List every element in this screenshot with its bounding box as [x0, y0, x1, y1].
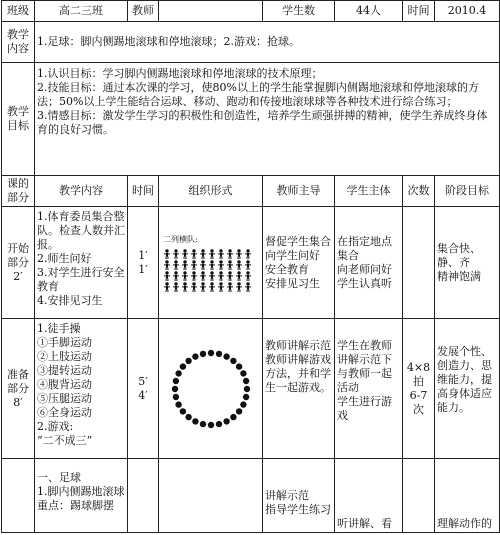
time-label: 时间: [403, 1, 435, 22]
student-figure-icon: [172, 249, 180, 259]
teacher-warmup: 教师讲解示范 教师讲解游戏方法，并和学生一起游戏。: [263, 319, 335, 459]
student-figure-icon: [208, 282, 216, 292]
student-figure-icon: [172, 282, 180, 292]
goals-row: [2, 63, 500, 176]
student-dot-icon: [230, 357, 236, 363]
student-dot-icon: [172, 393, 178, 399]
teacher-start: 督促学生集合 向学生问好 安全教育 安排见习生: [263, 207, 335, 319]
student-figure-icon: [235, 282, 243, 292]
student-figure-icon: [181, 260, 189, 270]
count-warmup: 4×8拍 6-7次: [403, 319, 435, 459]
student-figure-icon: [190, 282, 198, 292]
student-dot-icon: [179, 408, 185, 414]
col-time: 时间: [128, 176, 159, 207]
student-dot-icon: [207, 349, 213, 355]
student-dot-icon: [243, 385, 249, 391]
student-dot-icon: [199, 350, 205, 356]
student-dot-icon: [171, 385, 177, 391]
student-dot-icon: [242, 377, 248, 383]
student-figure-icon: [235, 271, 243, 281]
student-figure-icon: [226, 282, 234, 292]
student-dot-icon: [207, 421, 213, 427]
goals-text: 1.认识目标：学习脚内侧踢地滚球和停地滚球的技术原理； 2.技能目标：通过本次课的学习，使80%以上的学生能掌握脚内侧踢地滚球和停地滚球的方法；50%以上学生能结合运球、移动、跑动和传接地滚球球等各种技术进行综合练习； 3.情感目标：激发学生学习的积极性和创造性，培养学生顽强拼搏的精神，使学生养成终身体育的良好习惯。: [35, 63, 500, 176]
student-figure-icon: [163, 282, 171, 292]
class-label: 班级: [2, 1, 35, 22]
student-dot-icon: [185, 357, 191, 363]
formation-label: 二列横队:: [163, 235, 198, 244]
student-dot-icon: [230, 413, 236, 419]
section-row-start: [2, 207, 500, 319]
student-figure-icon: [172, 260, 180, 270]
student-figure-icon: [190, 260, 198, 270]
lesson-plan-table: [1, 0, 500, 533]
student-figure-icon: [199, 271, 207, 281]
student-dot-icon: [172, 377, 178, 383]
class-value: 高二三班: [35, 1, 128, 22]
teacher-main: 讲解示范 指导学生练习: [263, 459, 335, 533]
student-figure-icon: [181, 249, 189, 259]
goal-start: 集合快、静、齐 精神饱满: [435, 207, 500, 319]
content-warmup: 1.徒手操 ①手脚运动 ②上肢运动 ③提转运动 ④腹背运动 ⑤压腿运动 ⑥全身运动 2.游戏: “二不成三”: [35, 319, 128, 459]
students-value: 44人: [335, 1, 403, 22]
content-main: 一、足球 1.脚内侧踢地滚球 重点：踢球脚摆: [35, 459, 128, 533]
student-figure-icon: [235, 260, 243, 270]
student-dot-icon: [192, 418, 198, 424]
circle-formation: [166, 344, 256, 434]
section-row-main: [2, 459, 500, 533]
student-figure-icon: [199, 282, 207, 292]
student-dot-icon: [223, 418, 229, 424]
content-label: 教学 内容: [2, 22, 35, 63]
student-dot-icon: [240, 370, 246, 376]
part-warmup: 准备 部分 8′: [2, 319, 35, 459]
student-figure-icon: [226, 249, 234, 259]
count-main: [403, 459, 435, 533]
student-dot-icon: [192, 353, 198, 359]
student-figure-icon: [244, 271, 252, 281]
student-dot-icon: [175, 370, 181, 376]
time-warmup: 5′ 4′: [128, 319, 159, 459]
student-dot-icon: [215, 420, 221, 426]
content-text: 1.足球：脚内侧踢地滚球和停地滚球；2.游戏：抢球。: [35, 22, 500, 63]
two-rows-formation: [163, 249, 260, 292]
student-figure-icon: [217, 249, 225, 259]
student-figure-icon: [199, 249, 207, 259]
section-row-warmup: [2, 319, 500, 459]
student-dot-icon: [240, 401, 246, 407]
student-dot-icon: [215, 350, 221, 356]
student-dot-icon: [223, 353, 229, 359]
student-figure-icon: [217, 260, 225, 270]
student-figure-icon: [226, 271, 234, 281]
col-count: 次数: [403, 176, 435, 207]
teacher-value: [159, 1, 263, 22]
organization-warmup: [159, 319, 263, 459]
student-figure-icon: [190, 249, 198, 259]
goal-warmup: 发展个性、创造力、思维能力，提高身体适应能力。: [435, 319, 500, 459]
student-figure-icon: [244, 249, 252, 259]
student-figure-icon: [163, 260, 171, 270]
col-part: 课的 部分: [2, 176, 35, 207]
student-figure-icon: [217, 282, 225, 292]
col-goal: 阶段目标: [435, 176, 500, 207]
student-figure-icon: [208, 249, 216, 259]
student-main: 听讲解、看: [335, 459, 403, 533]
student-dot-icon: [199, 420, 205, 426]
student-figure-icon: [199, 260, 207, 270]
header-row: [2, 1, 500, 22]
column-header-row: [2, 176, 500, 207]
col-content: 教学内容: [35, 176, 128, 207]
part-main: [2, 459, 35, 533]
time-value: 2010.4: [435, 1, 500, 22]
organization-start: [159, 207, 263, 319]
student-dot-icon: [242, 393, 248, 399]
students-label: 学生数: [263, 1, 335, 22]
student-figure-icon: [217, 271, 225, 281]
content-row: [2, 22, 500, 63]
time-start: 1′ 1′: [128, 207, 159, 319]
time-main: [128, 459, 159, 533]
student-dot-icon: [185, 413, 191, 419]
col-student-role: 学生主体: [335, 176, 403, 207]
goals-label: 教学 目标: [2, 63, 35, 176]
student-warmup: 学生在教师讲解示范下与教师一起活动 学生进行游戏: [335, 319, 403, 459]
student-figure-icon: [235, 249, 243, 259]
part-start: 开始 部分 2′: [2, 207, 35, 319]
student-figure-icon: [244, 260, 252, 270]
student-dot-icon: [175, 401, 181, 407]
student-figure-icon: [163, 271, 171, 281]
student-dot-icon: [235, 363, 241, 369]
count-start: [403, 207, 435, 319]
col-teacher-role: 教师主导: [263, 176, 335, 207]
student-figure-icon: [208, 260, 216, 270]
student-figure-icon: [226, 260, 234, 270]
student-figure-icon: [244, 282, 252, 292]
content-start: 1.体育委员集合整队。检查人数并汇报。 2.师生问好 3.对学生进行安全教育 4.安排见习生: [35, 207, 128, 319]
student-figure-icon: [181, 271, 189, 281]
goal-main: 理解动作的: [435, 459, 500, 533]
student-start: 在指定地点集合 向老师问好 学生认真听: [335, 207, 403, 319]
student-figure-icon: [181, 282, 189, 292]
student-figure-icon: [190, 271, 198, 281]
student-figure-icon: [163, 249, 171, 259]
student-figure-icon: [208, 271, 216, 281]
student-figure-icon: [172, 271, 180, 281]
student-dot-icon: [179, 363, 185, 369]
organization-main: [159, 459, 263, 533]
student-dot-icon: [235, 408, 241, 414]
col-organization: 组织形式: [159, 176, 263, 207]
teacher-label: 教师: [128, 1, 159, 22]
